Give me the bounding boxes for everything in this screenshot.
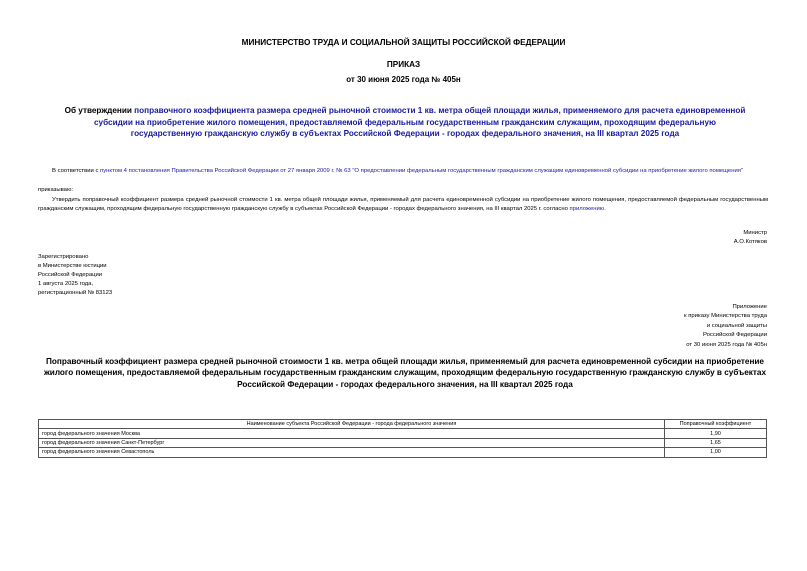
registration-line: Российской Федерации	[38, 271, 103, 278]
signature-name: А.О.Котяков	[733, 238, 767, 245]
paragraph-approve	[38, 196, 768, 214]
title-link[interactable]: поправочного коэффициента размера средней рыночной стоимости 1 кв. метра общей площади жилья, применяемого для расчета единовременной субсидии на приобретение жилого помещения, предоставляемой федеральным государственным гражданским служащим, проходящим федеральную государственную гражданскую службу в субъектах Российской Федерации - городах федерального значения, на III квартал 2025 года	[93, 106, 746, 138]
basis-link[interactable]: пунктом 4 постановления Правительства Российской Федерации от 27 января 2009 г. № 63 "О предоставлении федеральным государственным гражданским служащим единовременной субсидии на приобретение жилого помещения"	[100, 168, 744, 174]
ministry-heading: МИНИСТЕРСТВО ТРУДА И СОЦИАЛЬНОЙ ЗАЩИТЫ РОССИЙСКОЙ ФЕДЕРАЦИИ	[241, 38, 566, 47]
cell-region: город федерального значения Севастополь	[39, 448, 665, 457]
appendix-link[interactable]: приложению	[569, 205, 605, 212]
cell-region: город федерального значения Москва	[39, 429, 665, 438]
document-title	[60, 105, 750, 140]
approve-text: Утвердить поправочный коэффициент размера средней рыночной стоимости 1 кв. метра общей площади жилья, применяемый для расчета единовременной субсидии на приобретение жилого помещения, предоставляемой федеральным государственным гражданским служащим, проходящим федеральную государственную гражданскую службу в субъектах Российской Федерации - городах федерального значения, на III квартал 2025 г. согласно	[38, 197, 768, 212]
appendix-line: Приложение	[732, 304, 767, 310]
order-date: от 30 июня 2025 года № 405н	[346, 75, 461, 84]
coefficient-table	[38, 419, 767, 458]
registration-line: 1 августа 2025 года,	[38, 280, 94, 287]
paragraph-basis	[38, 167, 768, 176]
registration-block	[38, 253, 112, 298]
cell-coefficient: 1,90	[665, 429, 767, 438]
order-heading: ПРИКАЗ	[386, 60, 421, 69]
signature-position: Министр	[743, 230, 767, 236]
appendix-block	[684, 303, 767, 350]
registration-line: регистрационный № 83123	[38, 289, 113, 296]
appendix-line: Российской Федерации	[702, 332, 767, 339]
basis-prefix: В соответствии с	[52, 168, 101, 174]
appendix-line: к приказу Министерства труда	[684, 313, 767, 320]
cell-coefficient: 1,00	[665, 448, 767, 457]
header-region: Наименование субъекта Российской Федерации - города федерального значения	[39, 420, 665, 429]
signature-block	[734, 229, 767, 247]
table-row	[39, 448, 767, 457]
appendix-line: от 30 июня 2025 года № 405н	[686, 341, 767, 348]
header-coefficient: Поправочный коэффициент	[665, 420, 767, 429]
cell-coefficient: 1,65	[665, 438, 767, 447]
table-row	[39, 438, 767, 447]
appendix-title: Поправочный коэффициент размера средней рыночной стоимости 1 кв. метра общей площади жилья, применяемый для расчета единовременной субсидии на приобретение жилого помещения, предоставляемой федеральным государственным гражданским служащим, проходящим федеральную государственную гражданскую службу в субъектах Российской Федерации - городах федерального значения, на III квартал 2025 года	[43, 357, 767, 389]
registration-line: в Министерстве юстиции	[38, 262, 107, 269]
cell-region: город федерального значения Санкт-Петербург	[39, 438, 665, 447]
title-prefix: Об утверждении	[64, 106, 135, 115]
appendix-line: и социальной защиты	[706, 322, 767, 329]
registration-line: Зарегистрировано	[38, 254, 89, 260]
table-row	[39, 429, 767, 438]
paragraph-order-word: приказываю:	[38, 187, 74, 193]
approve-end: .	[604, 205, 606, 212]
table-header-row	[39, 420, 767, 429]
